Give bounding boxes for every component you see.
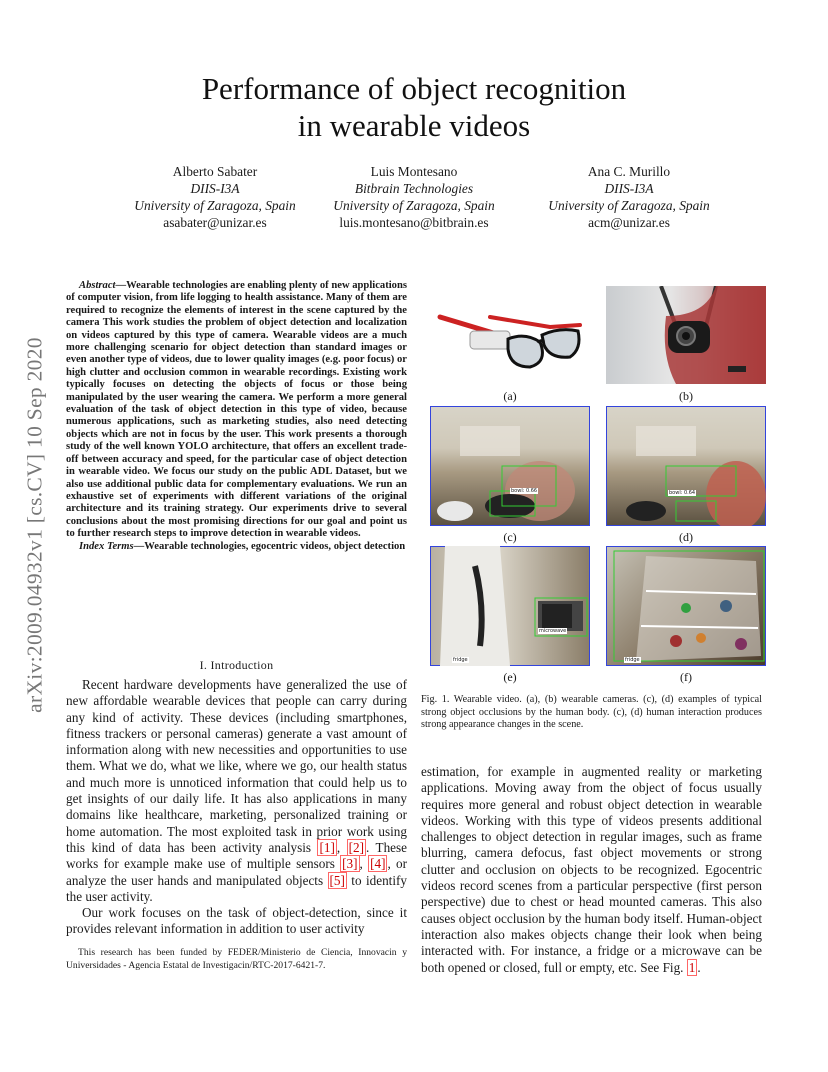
subfig-label-d: (d) bbox=[679, 530, 693, 544]
paper-title bbox=[0, 70, 828, 144]
figure-image-c bbox=[430, 406, 590, 526]
author-email[interactable]: acm@unizar.es bbox=[588, 215, 670, 230]
author-dept: DIIS-I3A bbox=[190, 181, 240, 196]
author-univ: University of Zaragoza, Spain bbox=[134, 198, 296, 213]
detection-label: bowl: 0.66 bbox=[511, 488, 538, 494]
wearable-glasses-icon bbox=[430, 287, 590, 382]
author-univ: University of Zaragoza, Spain bbox=[333, 198, 495, 213]
fridge-scene-e bbox=[430, 546, 590, 666]
author-dept: Bitbrain Technologies bbox=[354, 181, 474, 196]
intro-body bbox=[66, 677, 407, 938]
figure-image-e bbox=[430, 546, 590, 666]
author-name: Ana C. Murillo bbox=[587, 164, 671, 179]
author-block-1 bbox=[100, 163, 330, 231]
author-dept: DIIS-I3A bbox=[604, 181, 654, 196]
citation-link[interactable]: [4] bbox=[370, 856, 386, 872]
detection-label: microwave bbox=[539, 628, 567, 634]
figure-image-f bbox=[606, 546, 766, 666]
subfig-label-e: (e) bbox=[503, 670, 517, 684]
detection-label: fridge bbox=[625, 657, 640, 663]
intro-paragraph-2: Our work focuses on the task of object-detection, since it provides relevant information in addition to user activity bbox=[66, 905, 407, 937]
arxiv-sidebar bbox=[10, 285, 60, 765]
subfig-label-c: (c) bbox=[503, 530, 517, 544]
author-name: Luis Montesano bbox=[370, 164, 458, 179]
subfig-label-a: (a) bbox=[503, 389, 517, 403]
figure-image-a bbox=[430, 287, 590, 382]
abstract-text: —Wearable technologies are enabling plenty of new applications of computer vision, from life logging to health assistance. Many of them are required to recognize the elements of interest in the scene captured by the camera This work studies the problem of object detection and localization on videos captured by this type of camera. Wearable videos are a much more challenging scenario for object detection than standard images or even another type of videos, due to lower quality images (e.g. poor focus) or high clutter and occlusion common in wearable recordings. Existing work typically focuses on detecting the objects of focus or those being manipulated by the user wearing the camera. We perform a more general evaluation of the task of object detection in this type of video, because numerous applications, such as marketing studies, also need detecting objects which are not in focus by the user. This work presents a thorough study of the well known YOLO architecture, that offers an excellent trade-off between accuracy and speed, for the particular case of object detection in wearable video. We focus our study on the public ADL Dataset, but we also use additional public data for complementary evaluations. We run an exhaustive set of experiments with different variations of the original architecture and its training strategy. Our experiments drive to several conclusions about the most promising directions for our goal and point us to further research steps to improve detection in wearable videos. bbox=[66, 280, 407, 540]
citation-link[interactable]: [2] bbox=[348, 839, 365, 855]
author-email[interactable]: asabater@unizar.es bbox=[163, 215, 267, 230]
author-email[interactable]: luis.montesano@bitbrain.es bbox=[339, 215, 489, 230]
intro-paragraph-1: Recent hardware developments have generalized the use of new affordable wearable devices that people can carry during any kind of activity. These devices (including smartphones, fitness trackers or personal cameras) generate a vast amount of information along with new necessities and opportunities to use them. What we do, what we like, where we go, our health status and much more is unnoticed information that could help us to get insights of our daily life. It has also applications in many domains like healthcare, marketing, personalized training or home automation. The most exploited task in prior work using this kind of data has been activity analysis [1] , [2] . These works for example make use of multiple sensors [3] , [4] , or analyze the user hands and manipulated objects [5] to identify the user activity. bbox=[66, 677, 408, 904]
figure-caption: Fig. 1. Wearable video. (a), (b) wearable cameras. (c), (d) examples of typical strong object occlusions by the human body. (c), (d) human interaction produces strong appearance changes in the scene. bbox=[421, 694, 762, 730]
section-heading: I. Introduction bbox=[199, 658, 274, 672]
footnote: This research has been funded by FEDER/Ministerio de Ciencia, Innovacin y Universidades - Agencia Estatal de Investigacin/RTC-2017-6421-7. bbox=[66, 947, 407, 971]
chest-camera-icon bbox=[606, 286, 766, 384]
open-fridge-scene-f bbox=[606, 546, 766, 666]
detection-label: fridge bbox=[453, 657, 468, 663]
title-line-1: Performance of object recognition bbox=[201, 71, 627, 106]
detection-label: bowl: 0.64 bbox=[669, 490, 696, 496]
citation-link[interactable]: [1] bbox=[319, 839, 335, 855]
author-name: Alberto Sabater bbox=[172, 164, 258, 179]
arxiv-id[interactable]: arXiv:2009.04932v1 [cs.CV] 10 Sep 2020 bbox=[22, 337, 47, 713]
figure-image-b bbox=[606, 286, 766, 384]
subfig-label-b: (b) bbox=[679, 389, 693, 403]
title-line-2: in wearable videos bbox=[297, 108, 531, 143]
kitchen-scene-d bbox=[606, 406, 766, 526]
citation-link[interactable]: [5] bbox=[329, 872, 345, 888]
figure-image-d bbox=[606, 406, 766, 526]
author-block-2 bbox=[299, 163, 529, 231]
author-univ: University of Zaragoza, Spain bbox=[548, 198, 710, 213]
index-terms-text: —Wearable technologies, egocentric videos, object detection bbox=[133, 540, 406, 552]
subfig-label-f: (f) bbox=[680, 670, 692, 684]
right-column-body: estimation, for example in augmented reality or marketing applications. Moving away from the object of focus usually requires more general and robust object detection in wearable videos. Working with this type of videos presents additional challenges to object detection in regular images, such as frame blurring, camera defocus, fast object movements or strong clutter and occlusion on objects to be recognized. Egocentric videos record scenes from a particular perspective (first person perspective) due to chest or head mounted cameras. This also causes object occlusion by the human body itself. Human-object interaction also makes objects change their look when being interacted with. For instance, a fridge or a microwave can be both opened or closed, full or empty, etc. See Fig. 1 . bbox=[421, 764, 762, 975]
author-block-3 bbox=[514, 163, 744, 231]
abstract bbox=[66, 280, 407, 553]
kitchen-scene-c bbox=[430, 406, 590, 526]
abstract-label: Abstract bbox=[79, 280, 116, 291]
figure-link[interactable]: 1 bbox=[688, 959, 696, 975]
index-terms-label: Index Terms bbox=[79, 540, 134, 552]
citation-link[interactable]: [3] bbox=[342, 856, 358, 872]
